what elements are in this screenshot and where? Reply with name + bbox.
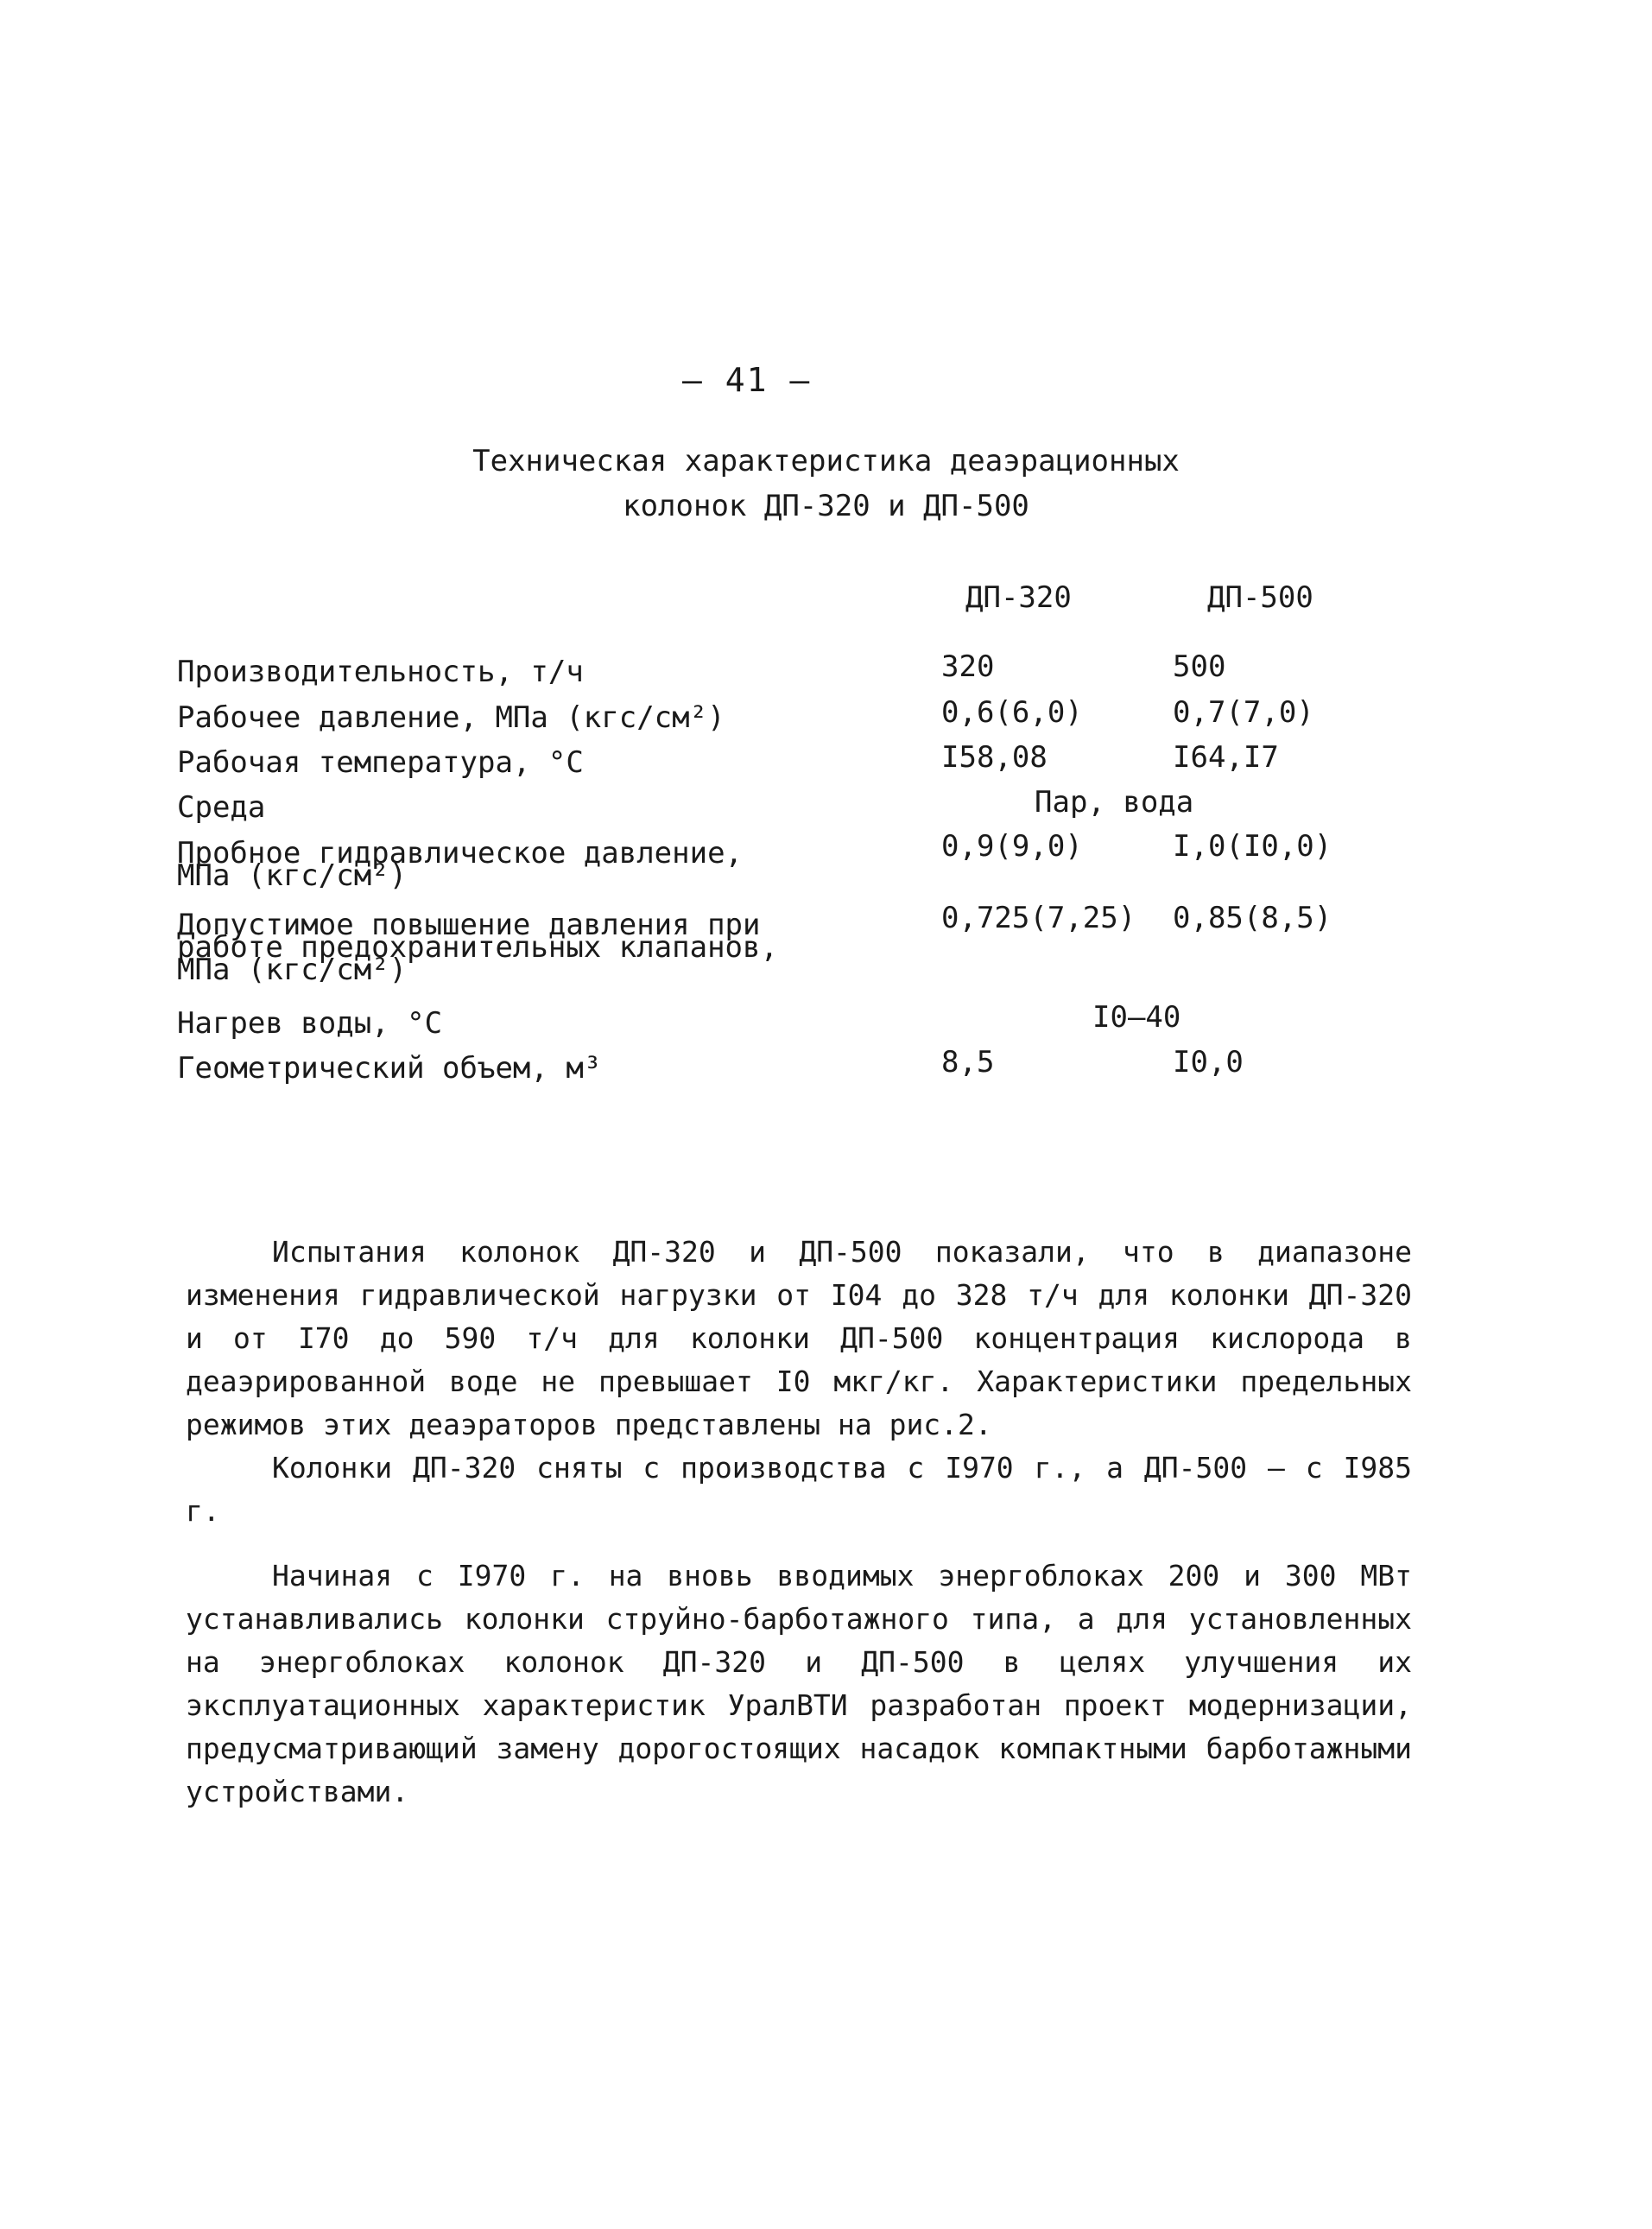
paragraph-2-text: Колонки ДП-320 сняты с производства с I970 г., а ДП-500 – с I985 г. xyxy=(186,1451,1412,1528)
table-row xyxy=(177,790,266,825)
table-title-line-1: Техническая характеристика деаэрационных xyxy=(472,444,1180,478)
row-value-span: I0–40 xyxy=(1092,1000,1181,1035)
row-value-dp500: 500 xyxy=(1173,649,1226,684)
row-value-dp500: I0,0 xyxy=(1173,1045,1244,1080)
table-row xyxy=(177,655,584,689)
table-row xyxy=(177,836,744,893)
column-header-dp500: ДП-500 xyxy=(1207,580,1313,615)
column-header-dp320: ДП-320 xyxy=(965,580,1072,615)
row-label: Среда xyxy=(177,790,266,825)
row-value-dp500: I,0(I0,0) xyxy=(1173,829,1332,864)
table-row xyxy=(177,908,778,987)
row-label: Производительность, т/ч xyxy=(177,655,584,689)
row-value-span: Пар, вода xyxy=(1035,785,1194,820)
row-value-dp320: 0,6(6,0) xyxy=(941,695,1083,730)
row-value-dp500: 0,7(7,0) xyxy=(1173,695,1314,730)
paragraph-1 xyxy=(186,1231,1412,1447)
row-label: Рабочая температура, °С xyxy=(177,745,584,780)
row-value-dp500: I64,I7 xyxy=(1173,740,1279,775)
row-value-dp320: 0,725(7,25) xyxy=(941,901,1136,935)
table-row xyxy=(177,1051,602,1086)
table-row xyxy=(177,700,725,735)
row-label: Рабочее давление, МПа (кгс/см²) xyxy=(177,700,725,735)
row-label: Нагрев воды, °С xyxy=(177,1006,443,1041)
table-row xyxy=(177,745,584,780)
row-label: Геометрический объем, м³ xyxy=(177,1051,602,1086)
table-row xyxy=(177,1006,443,1041)
row-value-dp320: I58,08 xyxy=(941,740,1048,775)
paragraph-1-text: Испытания колонок ДП-320 и ДП-500 показали, что в диапазоне изменения гидравлической нагрузки от I04 до 328 т/ч для колонки ДП-320 и от I70 до 590 т/ч для колонки ДП-500 концентрация кислорода в деаэрированной воде не превышает I0 мкг/кг. Характеристики предельных режимов этих деаэраторов представлены на рис.2. xyxy=(186,1235,1412,1441)
row-label: Допустимое повышение давления при работе предохранительных клапанов, МПа (кгс/см²) xyxy=(177,908,778,987)
page-number: – 41 – xyxy=(682,361,812,399)
row-label: Пробное гидравлическое давление, МПа (кгс/см²) xyxy=(177,836,744,893)
paragraph-2 xyxy=(186,1447,1412,1533)
paragraph-3-text: Начиная с I970 г. на вновь вводимых энергоблоках 200 и 300 МВт устанавливались колонки струйно-барботажного типа, а для установленных на энергоблоках колонок ДП-320 и ДП-500 в целях улучшения их эксплуатационных характеристик УралВТИ разработан проект модернизации, предусматривающий замену дорогостоящих насадок компактными барботажными устройствами. xyxy=(186,1559,1412,1808)
row-value-dp320: 0,9(9,0) xyxy=(941,829,1083,864)
table-title-line-2: колонок ДП-320 и ДП-500 xyxy=(623,489,1029,523)
row-value-dp320: 320 xyxy=(941,649,995,684)
row-value-dp320: 8,5 xyxy=(941,1045,995,1080)
row-value-dp500: 0,85(8,5) xyxy=(1173,901,1332,935)
paragraph-3 xyxy=(186,1555,1412,1814)
